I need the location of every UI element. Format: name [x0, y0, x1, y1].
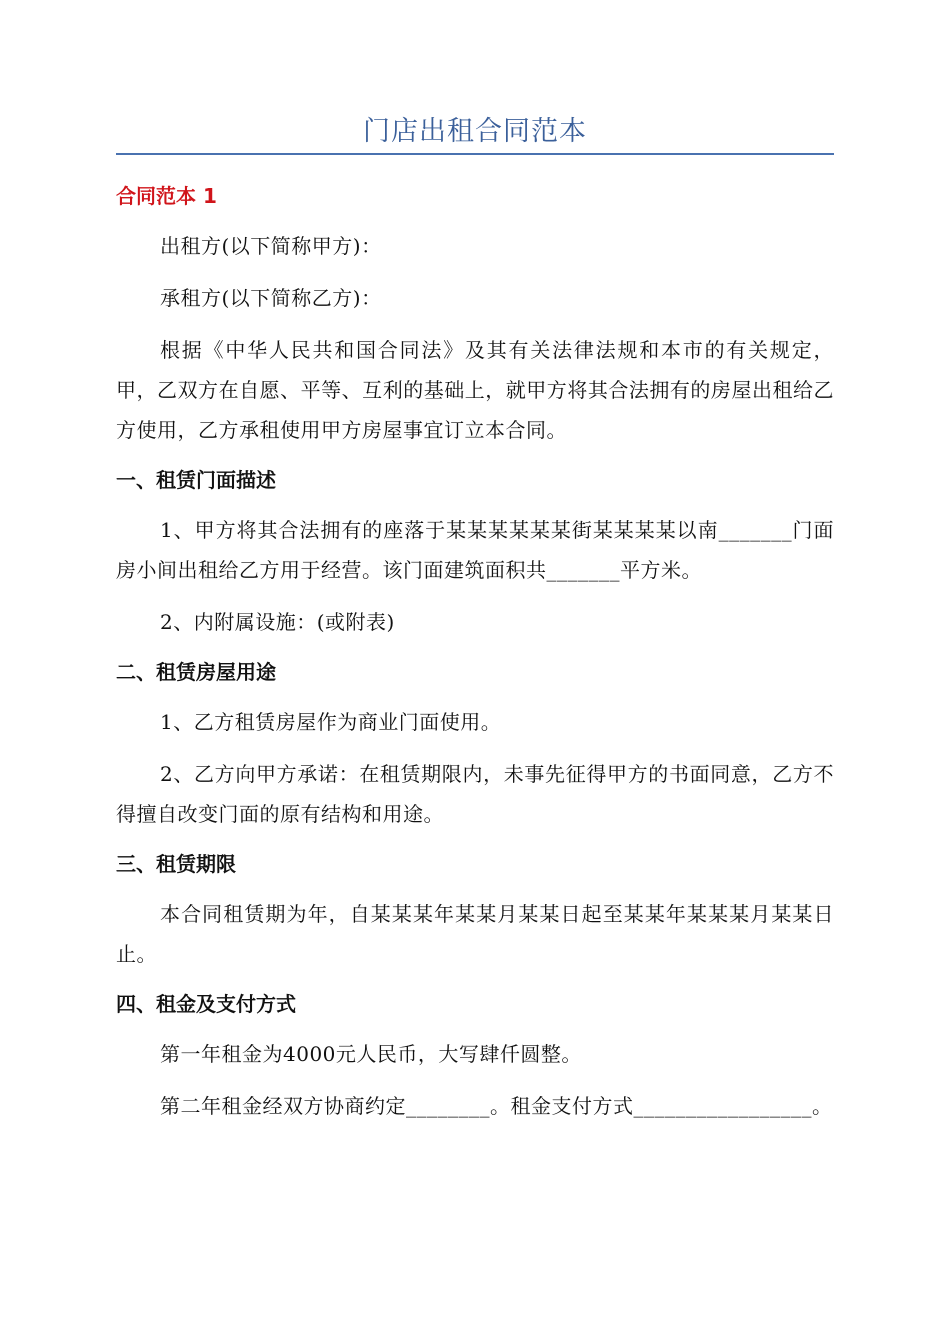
section-heading-2: 二、租赁房屋用途	[116, 660, 276, 684]
section-2-paragraph-1: 1、乙方租赁房屋作为商业门面使用。	[160, 710, 502, 734]
contract-sample-label: 合同范本 1	[116, 184, 217, 208]
title-underline	[116, 153, 834, 155]
section-heading-4: 四、租金及支付方式	[116, 992, 296, 1016]
document-title: 门店出租合同范本	[363, 116, 587, 147]
lessor-line: 出租方(以下简称甲方)：	[160, 234, 382, 258]
document-body	[116, 178, 834, 1138]
lessee-line: 承租方(以下简称乙方)：	[160, 286, 382, 310]
section-3-paragraph-1: 本合同租赁期为年，自某某某年某某月某某日起至某某年某某某月某某日止。	[116, 902, 834, 966]
section-2-paragraph-2: 2、乙方向甲方承诺：在租赁期限内，未事先征得甲方的书面同意，乙方不得擅自改变门面的原有结构和用途。	[116, 762, 834, 826]
section-heading-1: 一、租赁门面描述	[116, 468, 276, 492]
section-1-paragraph-1: 1、甲方将其合法拥有的座落于某某某某某某街某某某某以南_______门面房小间出租给乙方用于经营。该门面建筑面积共_______平方米。	[116, 518, 834, 582]
preamble-paragraph: 根据《中华人民共和国合同法》及其有关法律法规和本市的有关规定，甲，乙双方在自愿、平等、互利的基础上，就甲方将其合法拥有的房屋出租给乙方使用，乙方承租使用甲方房屋事宜订立本合同。	[116, 338, 834, 442]
section-4-paragraph-1: 第一年租金为4000元人民币，大写肆仟圆整。	[160, 1042, 582, 1066]
section-1-paragraph-2: 2、内附属设施：(或附表)	[160, 610, 395, 634]
section-4-paragraph-2: 第二年租金经双方协商约定________。租金支付方式_________________。	[160, 1094, 833, 1118]
section-heading-3: 三、租赁期限	[116, 852, 236, 876]
